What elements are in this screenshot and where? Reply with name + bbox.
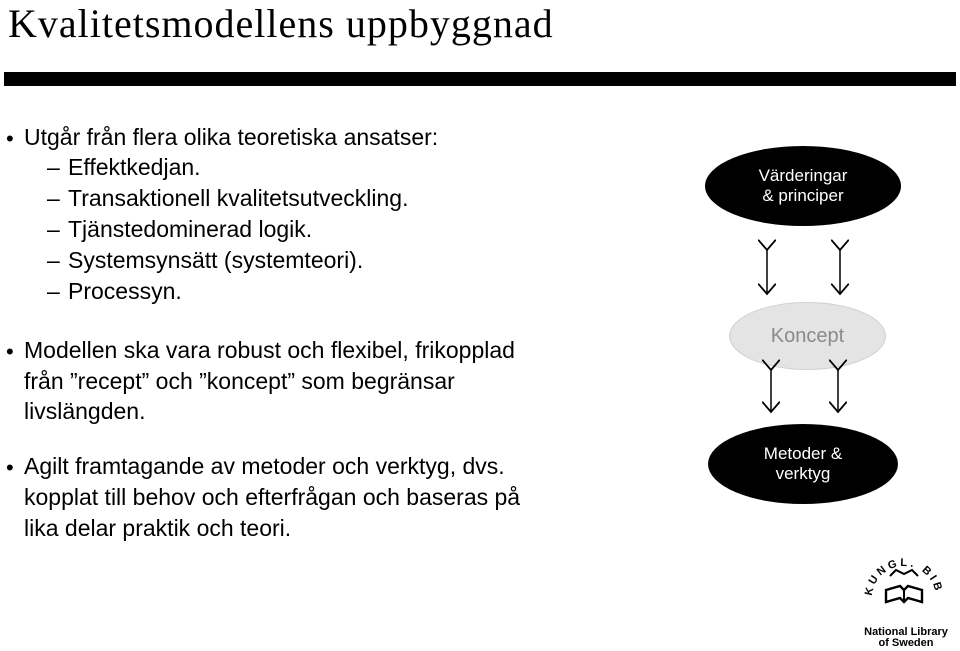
bullet-2-line: livslängden. [24,398,146,424]
dash-marker: – [47,185,60,211]
slide-title: Kvalitetsmodellens uppbyggnad [8,1,554,46]
dash-marker: – [47,154,60,180]
bullet-3-line: Agilt framtagande av metoder och verktyg, dvs. [24,453,505,479]
dash-marker: – [47,216,60,242]
kb-emblem-icon [850,546,960,646]
dash-marker: – [47,247,60,273]
sub-item: Tjänstedominerad logik. [68,216,313,242]
logo-line1: National Library [864,626,948,638]
dash-marker: – [47,278,60,304]
sub-item: Transaktionell kvalitetsutveckling. [68,185,409,211]
bullet-marker: • [6,339,14,364]
bullet-marker: • [6,126,14,151]
sub-item: Processyn. [68,278,182,304]
bullet-1-text: Utgår från flera olika teoretiska ansatser: [24,124,439,150]
sub-item: Systemsynsätt (systemteori). [68,247,364,273]
logo-arc-text: KUNGL. BIB [862,556,945,597]
bullet-2-line: Modellen ska vara robust och flexibel, frikopplad [24,337,515,363]
bullet-3-line: lika delar praktik och teori. [24,515,292,541]
oval-top-line2: & principer [762,186,844,205]
oval-bottom-line1: Metoder & [763,444,843,463]
bullet-2-line: från ”recept” och ”koncept” som begränsar [24,368,455,394]
oval-bottom-line2: verktyg [775,464,831,483]
logo-line2: of Sweden [878,637,934,646]
bullet-3-line: kopplat till behov och efterfrågan och baseras på [24,484,521,510]
oval-middle-label: Koncept [770,325,845,347]
sub-item: Effektkedjan. [68,154,201,180]
bullet-marker: • [6,455,14,480]
oval-top-line1: Värderingar [758,166,848,185]
national-library-logo [850,546,960,646]
